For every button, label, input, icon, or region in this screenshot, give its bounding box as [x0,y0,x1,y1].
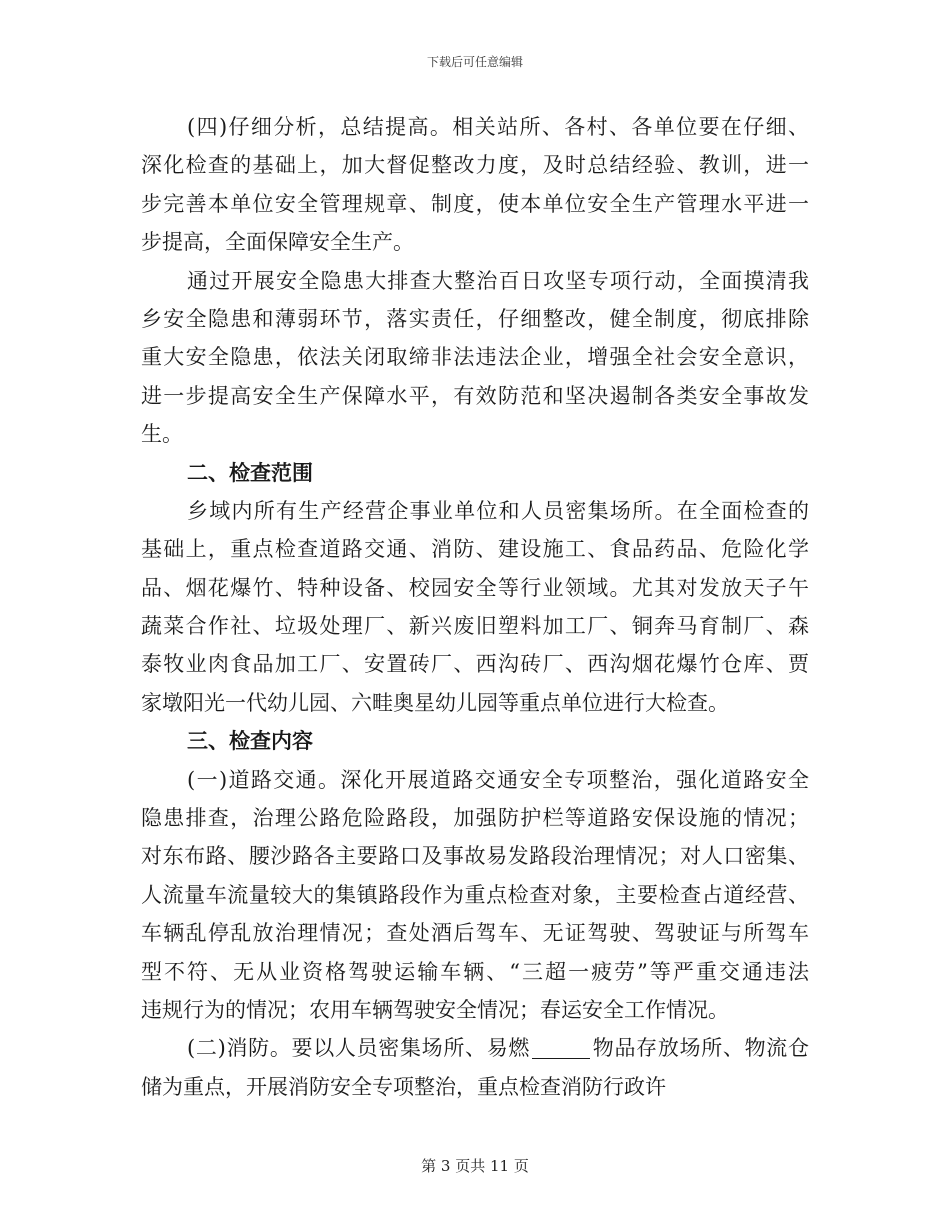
text-line: (一)道路交通。深化开展道路交通安全专项整治，强化道路安全 [187,767,809,792]
text-line: 基础上，重点检查道路交通、消防、建设施工、食品药品、危险化学 [141,537,809,562]
text-line: 车辆乱停乱放治理情况；查处酒后驾车、无证驾驶、驾驶证与所驾车 [141,921,809,946]
text-line: 型不符、无从业资格驾驶运输车辆、“三超一疲劳”等严重交通违法 [141,959,809,984]
text-line: 通过开展安全隐患大排查大整治百日攻坚专项行动，全面摸清我 [187,268,809,293]
text-line: 隐患排查，治理公路危险路段，加强防护栏等道路安保设施的情况； [141,806,809,831]
fill-in-blank [532,1036,590,1059]
text-line: 家墩阳光一代幼儿园、六畦奥星幼儿园等重点单位进行大检查。 [141,690,729,715]
text-line: 泰牧业肉食品加工厂、安置砖厂、西沟砖厂、西沟烟花爆竹仓库、贾 [141,652,809,677]
section-heading-content: 三、检查内容 [187,728,313,754]
text-line: 乡安全隐患和薄弱环节，落实责任，仔细整改，健全制度，彻底排除 [141,306,809,331]
page-footer: 第 3 页共 11 页 [421,1157,529,1175]
text-line: 重大安全隐患，依法关闭取缔非法违法企业，增强全社会安全意识， [141,345,809,370]
text-line: 生。 [141,422,183,447]
text-line: 步提高，全面保障安全生产。 [141,230,414,255]
text-line: 乡域内所有生产经营企事业单位和人员密集场所。在全面检查的 [187,498,809,523]
text-line [141,1029,809,1067]
paragraph-fire-safety [141,1029,809,1106]
text-line: 人流量车流量较大的集镇路段作为重点检查对象，主要检查占道经营、 [141,882,809,907]
text-segment: 物品存放场所、物流仓 [592,1036,809,1061]
paragraph-review-improve [141,108,809,262]
text-segment: (二)消防。要以人员密集场所、易燃 [187,1036,531,1061]
text-line: 对东布路、腰沙路各主要路口及事故易发路段治理情况；对人口密集、 [141,844,809,869]
text-line: 步完善本单位安全管理规章、制度，使本单位安全生产管理水平进一 [141,191,809,216]
text-line: 违规行为的情况；农用车辆驾驶安全情况；春运安全工作情况。 [141,997,729,1022]
text-line: (四)仔细分析，总结提高。相关站所、各村、各单位要在仔细、 [187,115,809,139]
paragraph-scope [141,492,809,722]
document-body [141,108,809,1106]
paragraph-road-traffic [141,761,809,1030]
page-header: 下载后可任意编辑 [426,55,523,69]
text-line: 深化检查的基础上，加大督促整改力度，及时总结经验、教训，进一 [141,153,809,178]
text-line: 储为重点，开展消防安全专项整治，重点检查消防行政许 [141,1074,666,1099]
text-line: 品、烟花爆竹、特种设备、校园安全等行业领域。尤其对发放天子午 [141,575,809,600]
paragraph-campaign-summary [141,262,809,454]
text-line: 进一步提高安全生产保障水平，有效防范和坚决遏制各类安全事故发 [141,383,809,408]
section-heading-scope: 二、检查范围 [187,459,313,485]
text-line: 蔬菜合作社、垃圾处理厂、新兴废旧塑料加工厂、铜奔马育制厂、森 [141,614,809,639]
